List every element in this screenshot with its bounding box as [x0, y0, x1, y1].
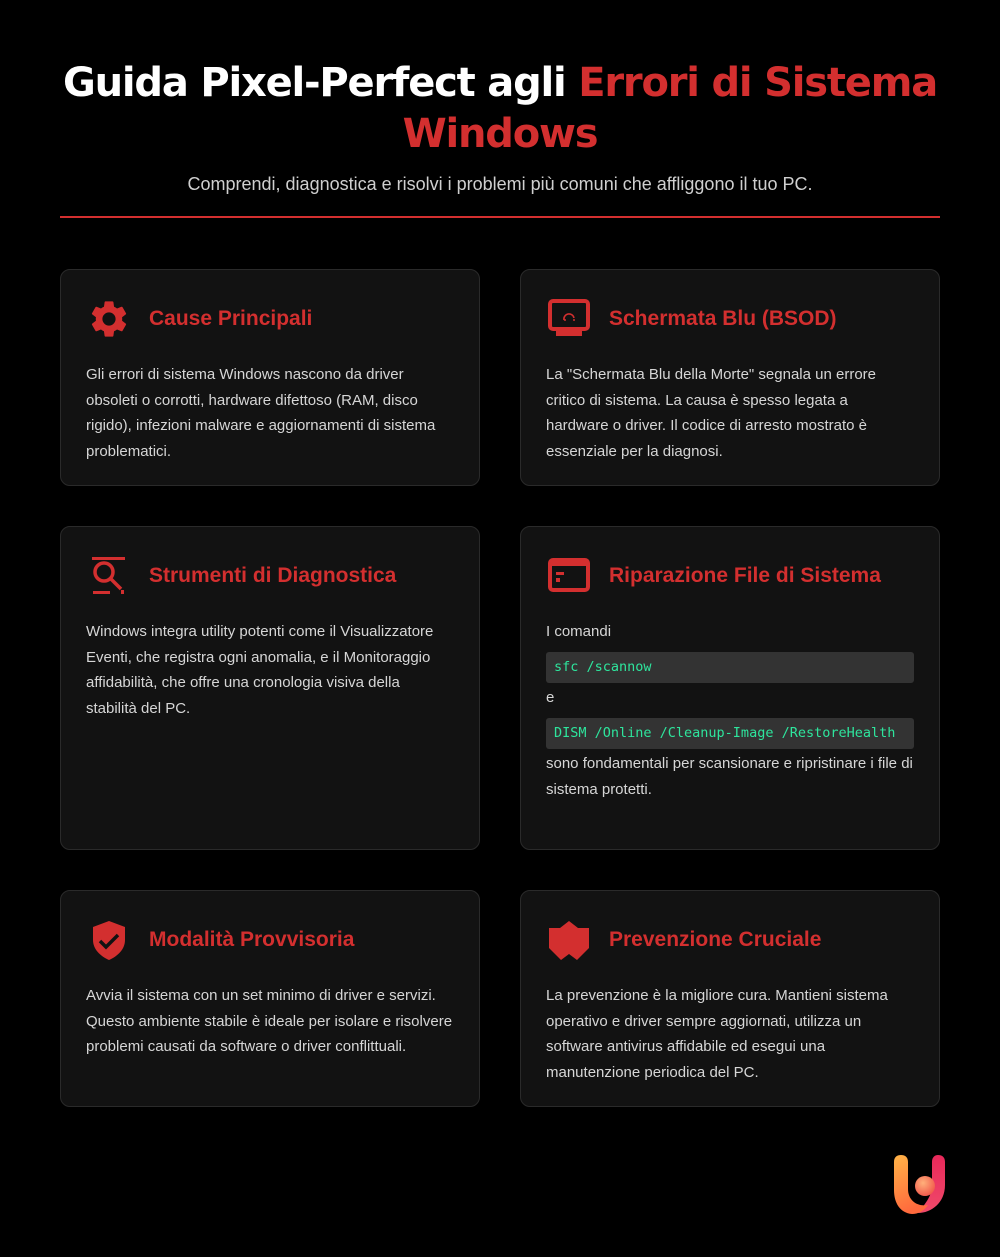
shield-icon	[546, 917, 592, 963]
card-body-outro: sono fondamentali per scansionare e ripristinare i file di sistema protetti.	[546, 755, 913, 798]
card-strumenti-diagnostica	[60, 526, 480, 850]
card-title: Strumenti di Diagnostica	[149, 564, 397, 587]
card-prevenzione-cruciale	[520, 890, 940, 1107]
card-title: Modalità Provvisoria	[149, 928, 355, 951]
code-dism-restorehealth: DISM /Online /Cleanup-Image /RestoreHealth	[546, 718, 914, 749]
code-sfc-scannow: sfc /scannow	[546, 652, 914, 683]
card-body-intro: I comandi	[546, 623, 612, 640]
card-modalita-provvisoria	[60, 890, 480, 1107]
card-body-connector: e	[546, 688, 555, 706]
card-body: Gli errori di sistema Windows nascono da driver obsoleti o corrotti, hardware difettoso (RAM, disco rigido), infezioni malware e aggiornamenti di sistema problematici.	[86, 366, 436, 460]
card-title: Riparazione File di Sistema	[609, 564, 881, 587]
card-body	[546, 619, 914, 802]
page-subtitle: Comprendi, diagnostica e risolvi i problemi più comuni che affliggono il tuo PC.	[187, 174, 813, 194]
magnifier-icon	[86, 553, 132, 599]
brand-logo-icon	[884, 1145, 956, 1217]
card-cause-principali	[60, 269, 480, 486]
page-title-accent: Errori di Sistema Windows	[402, 60, 938, 157]
page-title	[60, 58, 940, 160]
card-body: Avvia il sistema con un set minimo di driver e servizi. Questo ambiente stabile è ideale per isolare e risolvere problemi causati da software o driver conflittuali.	[86, 987, 453, 1055]
card-riparazione-file	[520, 526, 940, 850]
card-title: Prevenzione Cruciale	[609, 928, 822, 951]
card-schermata-blu	[520, 269, 940, 486]
shield-check-icon	[86, 917, 132, 963]
terminal-window-icon	[546, 553, 592, 599]
header-divider	[60, 216, 940, 218]
page-header	[60, 58, 940, 196]
card-title: Schermata Blu (BSOD)	[609, 307, 837, 330]
monitor-error-icon	[546, 296, 592, 342]
page-title-main: Guida Pixel-Perfect agli	[62, 60, 579, 106]
gear-icon	[86, 296, 132, 342]
card-body: La prevenzione è la migliore cura. Mantieni sistema operativo e driver sempre aggiornati, utilizza un software antivirus affidabile ed esegui una manutenzione periodica del PC.	[546, 987, 888, 1081]
card-body: La "Schermata Blu della Morte" segnala un errore critico di sistema. La causa è spesso legata a hardware o driver. Il codice di arresto mostrato è essenziale per la diagnosi.	[546, 366, 876, 460]
card-title: Cause Principali	[149, 307, 313, 330]
card-body: Windows integra utility potenti come il Visualizzatore Eventi, che registra ogni anomalia, e il Monitoraggio affidabilità, che offre una cronologia visiva della stabilità del PC.	[86, 623, 434, 717]
